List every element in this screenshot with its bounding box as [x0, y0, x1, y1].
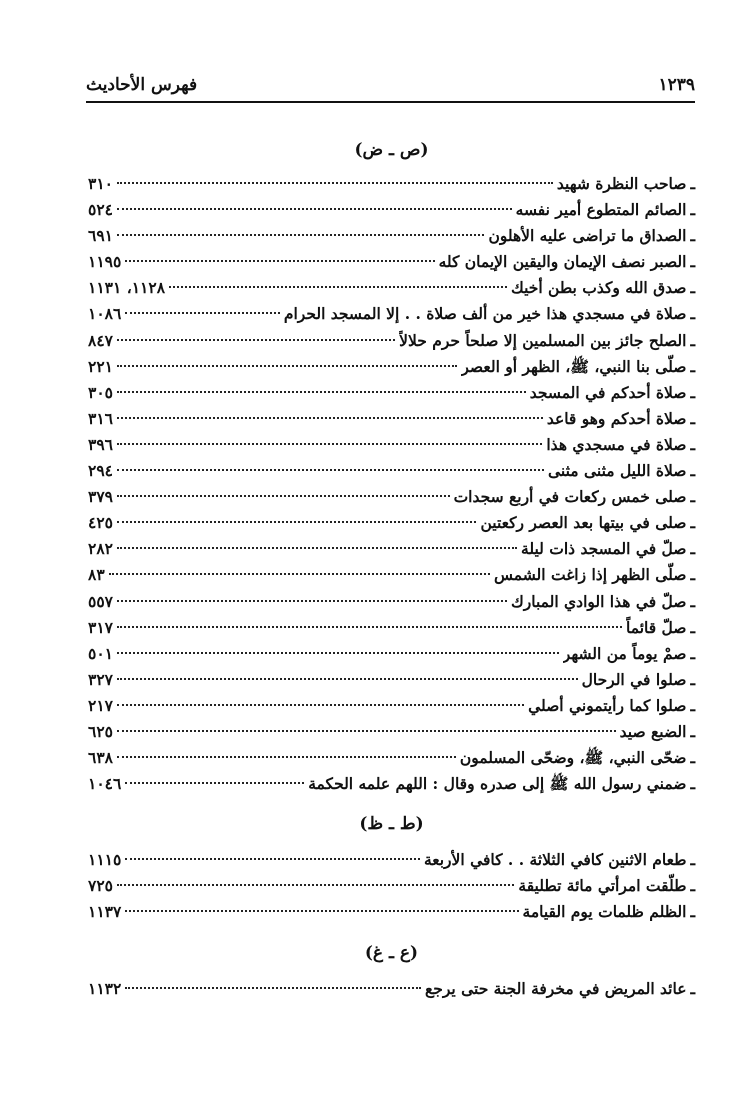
page-reference: ٨٣ [88, 565, 105, 585]
index-entry: ـ صمْ يوماً من الشهر ٥٠١ [88, 641, 695, 667]
hadith-index [88, 135, 695, 1002]
page-reference: ١١٢٨، ١١٣١ [88, 278, 166, 298]
section-entries [88, 847, 695, 925]
page-reference: ٦٢٥ [88, 721, 113, 741]
index-entry: ـ الضبع صيد ٦٢٥ [88, 719, 695, 745]
page-number: ١٢٣٩ [658, 75, 695, 95]
hadith-text: صاحب النظرة شهيد [556, 174, 687, 193]
index-entry: ـ الصائم المتطوع أمير نفسه ٥٢٤ [88, 197, 695, 223]
hadith-text: صلاة في مسجدي هذا [546, 434, 687, 454]
hadith-text: طعام الاثنين كافي الثلاثة . . كافي الأربعة [423, 850, 687, 870]
index-entry: ـ صلّ في المسجد ذات ليلة ٢٨٢ [88, 536, 695, 562]
section-heading: (ص ـ ض) [354, 140, 429, 160]
dot-leader [125, 312, 280, 314]
index-entry: ـ الصداق ما تراضى عليه الأهلون ٦٩١ [88, 223, 695, 249]
index-entry: ـ ضمني رسول الله ﷺ إلى صدره وقال : اللهم علمه الحكمة ١٠٤٦ [88, 771, 695, 797]
dot-leader [117, 443, 542, 445]
index-entry: ـ ضحّى النبي، ﷺ، وضحّى المسلمون ٦٣٨ [88, 745, 695, 771]
index-entry: ـ الصبر نصف الإيمان واليقين الإيمان كله ١١٩٥ [88, 249, 695, 275]
dot-leader [125, 858, 420, 860]
dot-leader [117, 756, 456, 758]
page-reference: ١٠٤٦ [88, 774, 122, 794]
hadith-text: الصبر نصف الإيمان واليقين الإيمان كله [438, 252, 687, 272]
hadith-text: صلاة أحدكم في المسجد [529, 382, 687, 402]
hadith-text: صلاة في مسجدي هذا خير من ألف صلاة . . إلا المسجد الحرام [283, 304, 687, 324]
dot-leader [117, 678, 578, 680]
dot-leader [117, 234, 484, 236]
index-entry: ـ صاحب النظرة شهيد ٣١٠ [88, 171, 695, 197]
index-entry: ـ طلّقت امرأتي مائة تطليقة ٧٢٥ [88, 873, 695, 899]
dot-leader [117, 704, 524, 706]
index-entry: ـ طعام الاثنين كافي الثلاثة . . كافي الأربعة ١١١٥ [88, 847, 695, 873]
index-entry: ـ الظلم ظلمات يوم القيامة ١١٣٧ [88, 899, 695, 925]
page-reference: ١١٣٧ [88, 902, 122, 922]
page-reference: ٥٥٧ [88, 591, 113, 611]
index-entry: ـ صلاة في مسجدي هذا ٣٩٦ [88, 432, 695, 458]
page-reference: ٤٢٥ [88, 513, 113, 533]
page-reference: ٢٩٤ [88, 461, 113, 481]
hadith-text: الظلم ظلمات يوم القيامة [522, 902, 687, 922]
hadith-text: صدق الله وكذب بطن أخيك [511, 278, 687, 298]
page-reference: ٥٠١ [88, 643, 113, 663]
dot-leader [117, 730, 616, 732]
hadith-text: صلّى الظهر إذا زاغت الشمس [494, 565, 687, 585]
section-heading: (ط ـ ظ) [359, 814, 424, 835]
dot-leader [117, 652, 559, 654]
index-entry: ـ صلاة أحدكم في المسجد ٣٠٥ [88, 380, 695, 406]
dot-leader [117, 339, 395, 341]
page-reference: ١١١٥ [88, 850, 122, 870]
dot-leader [125, 987, 421, 989]
index-entry: ـ صلى خمس ركعات في أربع سجدات ٣٧٩ [88, 484, 695, 510]
hadith-text: صلّى بنا النبي، ﷺ، الظهر أو العصر [461, 356, 687, 376]
dot-leader [125, 782, 304, 784]
running-header [86, 72, 695, 98]
hadith-text: الصلح جائز بين المسلمين إلا صلحاً حرم حلالاً [399, 330, 687, 350]
index-entry: ـ صلى في بيتها بعد العصر ركعتين ٤٢٥ [88, 510, 695, 536]
hadith-text: صلّ في المسجد ذات ليلة [521, 539, 687, 559]
index-entry: ـ صلوا في الرحال ٣٢٧ [88, 667, 695, 693]
index-entry: ـ صلاة أحدكم وهو قاعد ٣١٦ [88, 406, 695, 432]
hadith-text: صلاة الليل مثنى مثنى [548, 461, 687, 481]
index-entry: ـ الصلح جائز بين المسلمين إلا صلحاً حرم حلالاً ٨٤٧ [88, 328, 695, 354]
hadith-text: صلاة أحدكم وهو قاعد [546, 408, 687, 428]
index-entry: ـ صلّى بنا النبي، ﷺ، الظهر أو العصر ٢٢١ [88, 354, 695, 380]
page-reference: ٥٢٤ [88, 200, 113, 220]
hadith-text: الضبع صيد [619, 721, 687, 741]
index-entry: ـ صلاة الليل مثنى مثنى ٢٩٤ [88, 458, 695, 484]
hadith-text: صلى في بيتها بعد العصر ركعتين [480, 513, 687, 533]
hadith-text: صلّ قائماً [626, 617, 687, 637]
page-reference: ١٠٨٦ [88, 304, 122, 324]
page-reference: ٢٢١ [88, 356, 113, 376]
page-reference: ٣١٧ [88, 617, 113, 637]
dot-leader [117, 417, 543, 419]
dot-leader [117, 365, 457, 367]
page-reference: ٧٢٥ [88, 876, 113, 896]
page-reference: ٣١٦ [88, 408, 113, 428]
dot-leader [117, 547, 517, 549]
dot-leader [117, 182, 553, 184]
dot-leader [117, 391, 526, 393]
hadith-text: ضمني رسول الله ﷺ إلى صدره وقال : اللهم علمه الحكمة [308, 774, 687, 794]
dot-leader [117, 521, 476, 523]
hadith-text: صمْ يوماً من الشهر [562, 643, 687, 663]
index-entry: ـ صلّ قائماً ٣١٧ [88, 615, 695, 641]
header-divider [86, 101, 695, 103]
hadith-text: الصداق ما تراضى عليه الأهلون [488, 226, 687, 246]
hadith-text: عائد المريض في مخرفة الجنة حتى يرجع [425, 978, 687, 998]
dot-leader [169, 286, 507, 288]
hadith-text: صلوا في الرحال [581, 669, 687, 689]
section-heading: (ع ـ غ) [364, 942, 419, 963]
hadith-text: صلّ في هذا الوادي المبارك [510, 591, 687, 611]
hadith-text: الصائم المتطوع أمير نفسه [515, 200, 687, 220]
page-reference: ٣٢٧ [88, 669, 113, 689]
page-reference: ١١٩٥ [88, 252, 122, 272]
page-reference: ٦٣٨ [88, 748, 113, 768]
page-title: فهرس الأحاديث [86, 75, 198, 95]
dot-leader [117, 884, 514, 886]
hadith-text: صلى خمس ركعات في أربع سجدات [453, 487, 687, 507]
dot-leader [117, 600, 507, 602]
dot-leader [117, 626, 622, 628]
page-reference: ١١٣٢ [88, 978, 122, 998]
page-reference: ٦٩١ [88, 226, 113, 246]
page-reference: ٢١٧ [88, 695, 113, 715]
index-entry: ـ صلاة في مسجدي هذا خير من ألف صلاة . . إلا المسجد الحرام ١٠٨٦ [88, 301, 695, 327]
index-entry: ـ صلّى الظهر إذا زاغت الشمس ٨٣ [88, 562, 695, 588]
page-reference: ٣١٠ [88, 174, 113, 193]
dot-leader [117, 495, 450, 497]
hadith-text: ضحّى النبي، ﷺ، وضحّى المسلمون [459, 748, 687, 768]
section-entries [88, 171, 695, 797]
index-entry: ـ صلوا كما رأيتموني أصلي ٢١٧ [88, 693, 695, 719]
index-entry: ـ عائد المريض في مخرفة الجنة حتى يرجع ١١٣٢ [88, 976, 695, 1002]
hadith-text: صلوا كما رأيتموني أصلي [528, 695, 687, 715]
page-reference: ٣٠٥ [88, 382, 113, 402]
page-reference: ٢٨٢ [88, 539, 113, 559]
dot-leader [109, 573, 490, 575]
dot-leader [125, 260, 434, 262]
index-entry: ـ صلّ في هذا الوادي المبارك ٥٥٧ [88, 589, 695, 615]
index-entry: ـ صدق الله وكذب بطن أخيك ١١٢٨، ١١٣١ [88, 275, 695, 301]
page-reference: ٣٩٦ [88, 434, 113, 454]
dot-leader [125, 910, 518, 912]
section-entries [88, 976, 695, 1002]
dot-leader [117, 208, 512, 210]
dot-leader [117, 469, 544, 471]
page-reference: ٨٤٧ [88, 330, 113, 350]
hadith-text: طلّقت امرأتي مائة تطليقة [518, 876, 687, 896]
page-reference: ٣٧٩ [88, 487, 113, 507]
